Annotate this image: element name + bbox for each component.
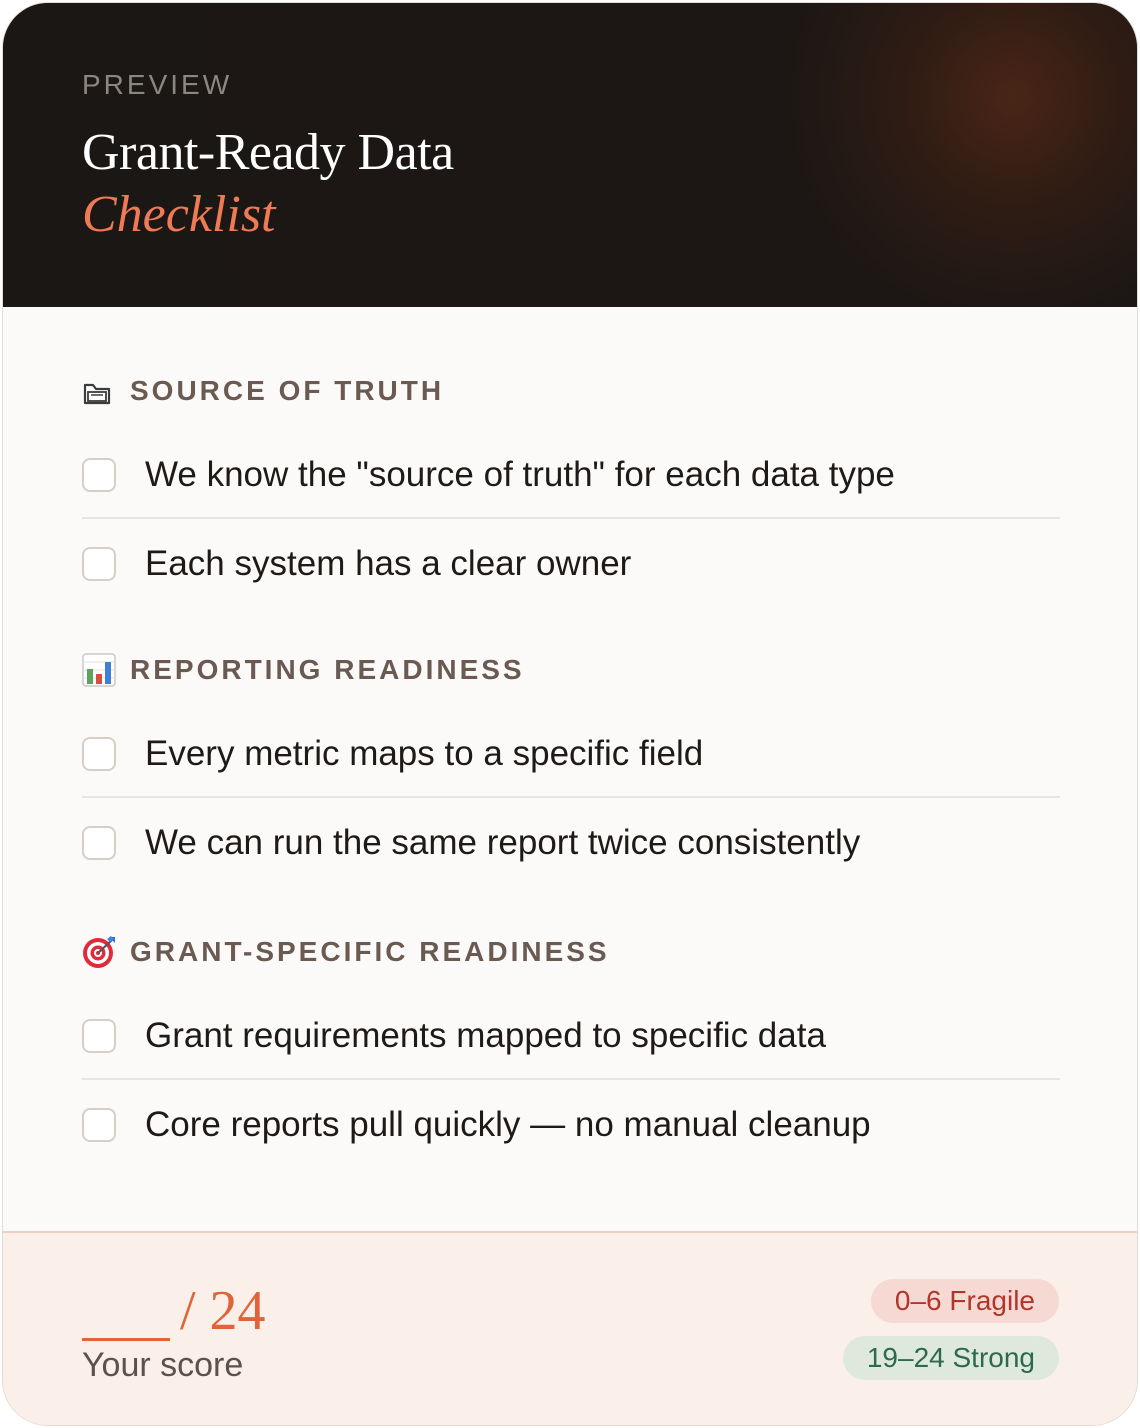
item-label: Core reports pull quickly — no manual cleanup <box>145 1105 871 1144</box>
item-checkbox[interactable] <box>82 458 116 492</box>
score-footer <box>3 1231 1137 1426</box>
card-header <box>3 3 1137 307</box>
score-badge-strong: 19–24 Strong <box>843 1336 1059 1380</box>
section-heading-source-of-truth <box>82 373 444 409</box>
item-label: Grant requirements mapped to specific data <box>145 1016 826 1055</box>
section-title: GRANT-SPECIFIC READINESS <box>130 936 610 967</box>
score-badge-fragile: 0–6 Fragile <box>871 1279 1059 1323</box>
checklist-item[interactable] <box>82 1082 1060 1168</box>
item-checkbox[interactable] <box>82 547 116 581</box>
bar-chart-icon <box>82 653 116 687</box>
section-title: REPORTING READINESS <box>130 654 525 685</box>
folder-icon <box>82 374 116 408</box>
checklist-body <box>3 307 1137 1231</box>
checklist-item[interactable] <box>82 521 1060 607</box>
score-input-blank[interactable] <box>82 1288 170 1341</box>
card-title: Grant-Ready Data <box>82 124 454 181</box>
checklist-item[interactable] <box>82 433 1060 519</box>
score-caption: Your score <box>82 1346 244 1384</box>
item-checkbox[interactable] <box>82 826 116 860</box>
section-heading-reporting-readiness <box>82 652 525 688</box>
checklist-item[interactable] <box>82 800 1060 886</box>
item-checkbox[interactable] <box>82 1108 116 1142</box>
section-heading-grant-specific-readiness <box>82 934 610 970</box>
section-title: SOURCE OF TRUTH <box>130 375 445 406</box>
target-icon <box>82 935 116 969</box>
score-display <box>82 1277 266 1341</box>
item-label: Every metric maps to a specific field <box>145 734 704 773</box>
checklist-card <box>2 2 1138 1426</box>
checklist-item[interactable] <box>82 994 1060 1080</box>
item-label: Each system has a clear owner <box>145 544 632 583</box>
score-total: / 24 <box>180 1280 266 1342</box>
card-title-accent: Checklist <box>82 186 276 243</box>
item-label: We know the "source of truth" for each data type <box>145 455 895 494</box>
item-label: We can run the same report twice consistently <box>145 823 861 862</box>
preview-label: PREVIEW <box>82 69 233 100</box>
item-checkbox[interactable] <box>82 737 116 771</box>
item-checkbox[interactable] <box>82 1019 116 1053</box>
checklist-item[interactable] <box>82 712 1060 798</box>
